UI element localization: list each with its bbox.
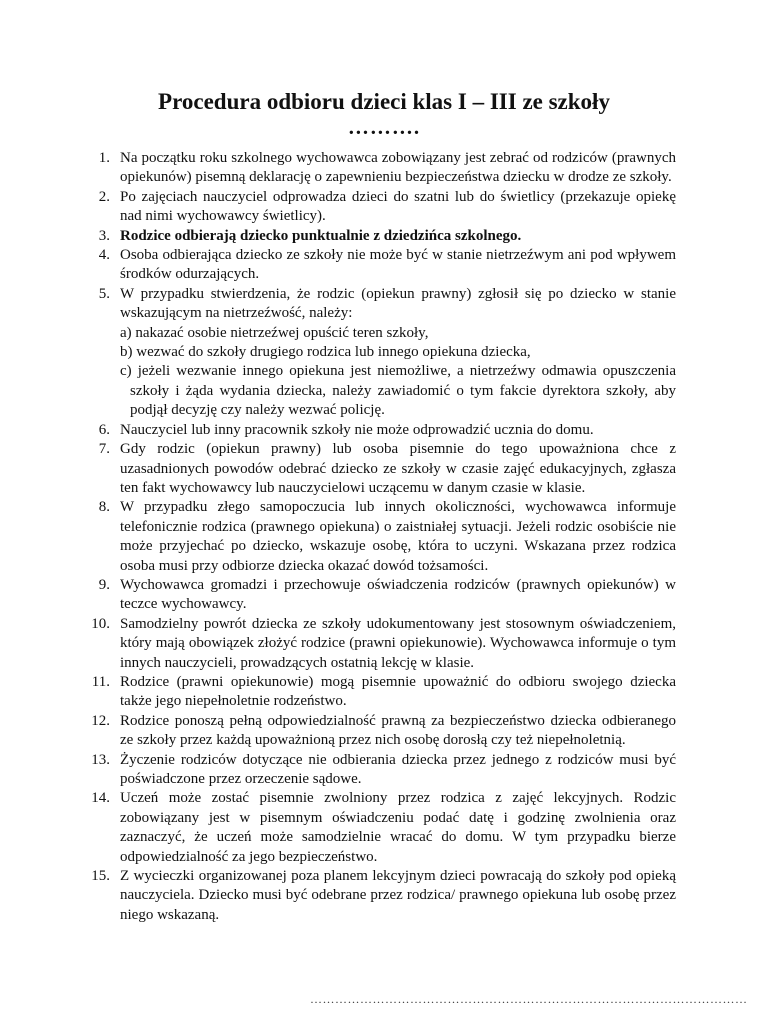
list-item <box>82 440 676 498</box>
item-number: 13. <box>91 751 110 768</box>
list-item <box>82 188 676 227</box>
item-number: 2. <box>98 188 110 205</box>
item-content <box>110 285 676 421</box>
item-number: 7. <box>98 441 110 458</box>
list-item <box>82 149 676 188</box>
item-text: Samodzielny powrót dziecka ze szkoły udokumentowany jest stosownym oświadczeniem, który mają obowiązek złożyć rodzice (prawni opiekunowie). Wychowawca informuje o tym innych nauczycieli, prowadzących ostatnią lekcję w klasie. <box>120 615 676 671</box>
item-text: Rodzice odbierają dziecko punktualnie z dziedzińca szkolnego. <box>120 227 522 244</box>
item-text: Osoba odbierająca dziecko ze szkoły nie może być w stanie nietrzeźwym ani pod wpływem środków odurzających. <box>120 247 676 283</box>
item-number: 14. <box>91 790 110 807</box>
list-item <box>82 498 676 576</box>
item-number: 10. <box>91 615 110 632</box>
signature-line: …………………………………………………………………………………………… <box>310 992 748 1006</box>
item-text: W przypadku stwierdzenia, że rodzic (opiekun prawny) zgłosił się po dziecko w stanie wskazującym na nietrzeźwość, należy: <box>120 285 676 322</box>
item-number: 12. <box>91 712 110 729</box>
item-text: Nauczyciel lub inny pracownik szkoły nie może odprowadzić ucznia do domu. <box>120 421 594 438</box>
page-subtitle-dots: ………. <box>347 115 421 139</box>
item-text: Po zajęciach nauczyciel odprowadza dzieci do szatni lub do świetlicy (przekazuje opiekę nad nimi wychowawcy świetlicy). <box>120 188 676 225</box>
item-number: 3. <box>98 227 110 244</box>
item-number: 9. <box>98 576 110 593</box>
item-text: Na początku roku szkolnego wychowawca zobowiązany jest zebrać od rodziców (prawnych opiekunów) pisemną deklarację o zapewnieniu bezpieczeństwa dziecku w drodze ze szkoły. <box>120 150 676 186</box>
item-number: 4. <box>98 247 110 264</box>
procedure-list <box>82 149 676 925</box>
sub-item: c) jeżeli wezwanie innego opiekuna jest niemożliwe, a nietrzeźwy odmawia opuszczenia szkoły i żąda wydania dziecka, należy zawiadomić o tym fakcie dyrektora szkoły, aby podjął decyzję czy należy wezwać policję. <box>120 363 676 419</box>
item-text: Rodzice (prawni opiekunowie) mogą pisemnie upoważnić do odbioru swojego dziecka także jego niepełnoletnie rodzeństwo. <box>120 673 676 710</box>
item-number: 6. <box>98 421 110 438</box>
page-title: Procedura odbioru dzieci klas I – III ze szkoły <box>158 89 610 114</box>
sub-item: a) nakazać osobie nietrzeźwej opuścić teren szkoły, <box>120 324 429 341</box>
item-text: Rodzice ponoszą pełną odpowiedzialność prawną za bezpieczeństwo dziecka odbieranego ze szkoły przez każdą upoważnioną przez nich osobę dorosłą czy też niepełnoletnią. <box>120 712 676 749</box>
list-item <box>82 227 676 246</box>
item-text: Wychowawca gromadzi i przechowuje oświadczenia rodziców (prawnych opiekunów) w teczce wychowawcy. <box>120 576 676 613</box>
item-number: 11. <box>91 673 110 690</box>
list-item <box>82 615 676 673</box>
list-item <box>82 285 676 421</box>
item-number: 1. <box>98 150 110 166</box>
list-item <box>82 751 676 790</box>
item-text: Z wycieczki organizowanej poza planem lekcyjnym dzieci powracają do szkoły pod opieką nauczyciela. Dziecko musi być odebrane przez rodzica/ prawnego opiekuna lub osobę przez niego wskazaną. <box>120 868 676 923</box>
item-text: Życzenie rodziców dotyczące nie odbierania dziecka przez jednego z rodziców musi być poświadczone przez orzeczenie sądowe. <box>120 751 676 787</box>
item-number: 8. <box>98 499 110 516</box>
item-number: 5. <box>98 285 110 302</box>
list-item <box>82 712 676 751</box>
list-item <box>82 421 676 440</box>
item-text: Uczeń może zostać pisemnie zwolniony przez rodzica z zajęć lekcyjnych. Rodzic zobowiązany jest w pisemnym oświadczeniu podać datę i godzinę zwolnienia oraz zaznaczyć, że uczeń może samodzielnie wracać do domu. W tym przypadku bierze odpowiedzialność za jego bezpieczeństwo. <box>120 790 676 865</box>
item-text: Gdy rodzic (opiekun prawny) lub osoba pisemnie do tego upoważniona chce z uzasadnionych powodów odebrać dziecko ze szkoły w czasie zajęć edukacyjnych, zgłasza ten fakt wychowawcy lub nauczycielowi uczącemu w danym czasie w klasie. <box>120 441 676 496</box>
item-text: W przypadku złego samopoczucia lub innych okoliczności, wychowawca informuje telefonicznie rodzica (prawnego opiekuna) o zaistniałej sytuacji. Jeżeli rodzic osobiście nie może przyjechać po dziecko, wskazuje osobę, która to uczyni. Wskazana przez rodzica osoba musi przy odbiorze dziecka okazać dowód tożsamości. <box>120 499 676 574</box>
list-item <box>82 576 676 615</box>
item-number: 15. <box>91 868 110 885</box>
list-item <box>82 246 676 285</box>
list-item <box>82 867 676 925</box>
list-item <box>82 789 676 867</box>
sub-item: b) wezwać do szkoły drugiego rodzica lub innego opiekuna dziecka, <box>120 344 531 361</box>
list-item <box>82 673 676 712</box>
